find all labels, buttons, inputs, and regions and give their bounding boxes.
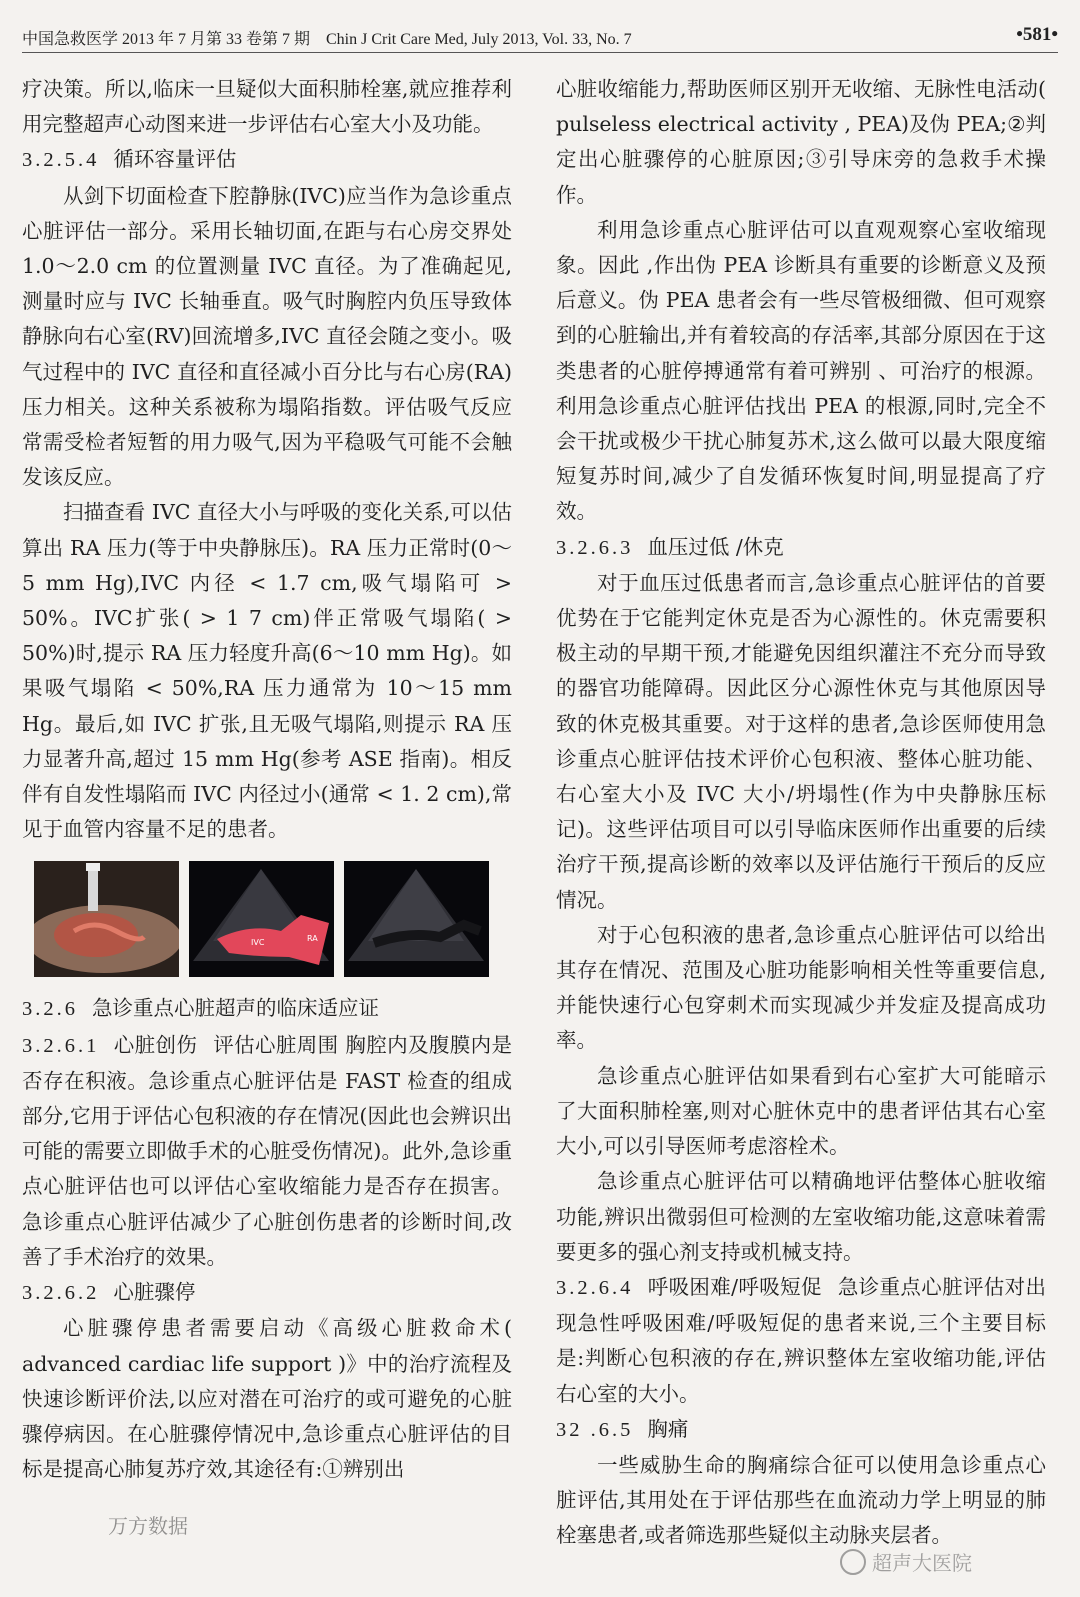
paragraph-body: 评估心脏周围 胸腔内及腹膜内是否存在积液。急诊重点心脏评估是 FAST 检查的组成部分,它用于评估心包积液的存在情况(因此也会辨识出可能的需要立即做手术的心脏受伤情况)。此外,急诊重点心脏评估也可以评估心室收缩能力是否存在损害。急诊重点心脏评估减少了心脏创伤患者的诊断时间,改善了手术治疗的效果。 — [22, 1032, 513, 1269]
figure-label-ra: RA — [307, 934, 318, 944]
section-number: 3.2.6.2 — [22, 1282, 100, 1305]
section-heading-3262 — [22, 1275, 512, 1311]
paragraph: 对于血压过低患者而言,急诊重点心脏评估的首要优势在于它能判定休克是否为心源性的。休克需要积极主动的早期干预,才能避免因组织灌注不充分而导致的器官功能障碍。因此区分心源性休克与其他原因导致的休克极其重要。对于这样的患者,急诊医师使用急诊重点心脏评估技术评价心包积液、整体心脏功能、右心室大小及 IVC 大小/坍塌性(作为中央静脉压标记)。这些评估项目可以引导临床医师作出重要的后续治疗干预,提高诊断的效率以及评估施行干预后的反应情况。 — [556, 570, 1046, 912]
wechat-icon — [840, 1549, 866, 1575]
section-heading-3263 — [556, 530, 1046, 566]
figure-label-ivc: IVC — [251, 938, 265, 948]
section-number: 3.2.6 — [22, 998, 78, 1021]
paragraph: 疗决策。所以,临床一旦疑似大面积肺栓塞,就应推荐利用完整超声心动图来进一步评估右心室大小及功能。 — [22, 77, 512, 137]
paragraph: 心脏骤停患者需要启动《高级心脏救命术( advanced cardiac life support )》中的治疗流程及快速诊断评价法,以应对潜在可治疗的或可避免的心脏骤停病因。在心脏骤停情况中,急诊重点心脏评估的目标是提高心肺复苏疗效,其途径有:①辨别出 — [22, 1316, 512, 1482]
figure-probe-photo — [34, 861, 179, 977]
figure-ultrasound-labeled — [189, 861, 334, 977]
watermark-wechat — [840, 1547, 972, 1576]
section-number: 3.2.5.4 — [22, 149, 100, 172]
section-number: 32 .6.5 — [556, 1418, 634, 1441]
paragraph: 急诊重点心脏评估可以精确地评估整体心脏收缩功能,辨识出微弱但可检测的左室收缩功能,这意味着需要更多的强心剂支持或机械支持。 — [556, 1169, 1046, 1264]
section-title: 循环容量评估 — [113, 147, 237, 172]
paragraph: 利用急诊重点心脏评估可以直观观察心室收缩现象。因此 ,作出伪 PEA 诊断具有重要的诊断意义及预后意义。伪 PEA 患者会有一些尽管极细微、但可观察到的心脏输出,并有着较高的存活率,其部分原因在于这类患者的心脏停搏通常有着可辨别 、可治疗的根源。利用急诊重点心脏评估找出 PEA 的根源,同时,完全不会干扰或极少干扰心肺复苏术,这么做可以最大限度缩短复苏时间,减少了自发循环恢复时间,明显提高了疗效。 — [556, 217, 1046, 524]
right-column — [556, 72, 1046, 1554]
paragraph: 从剑下切面检查下腔静脉(IVC)应当作为急诊重点心脏评估一部分。采用长轴切面,在距与右心房交界处 1.0～2.0 cm 的位置测量 IVC 直径。为了准确起见,测量时应与 IVC 长轴垂直。吸气时胸腔内负压导致体静脉向右心室(RV)回流增多,IVC 直径会随之变小。吸气过程中的 IVC 直径和直径减小百分比与右心房(RA)压力相关。这种关系被称为塌陷指数。评估吸气反应常需受检者短暂的用力吸气,因为平稳吸气可能不会触发该反应。 — [22, 183, 512, 490]
header-rule — [22, 52, 1058, 53]
section-heading-326 — [22, 991, 512, 1027]
section-title: 血压过低 /休克 — [647, 534, 784, 559]
paragraph — [22, 1028, 512, 1275]
paragraph: 一些威胁生命的胸痛综合征可以使用急诊重点心脏评估,其用处在于评估那些在血流动力学上明显的肺栓塞患者,或者筛选那些疑似主动脉夹层者。 — [556, 1452, 1046, 1548]
watermark-text: 超声大医院 — [872, 1551, 972, 1575]
section-title: 胸痛 — [647, 1416, 689, 1441]
section-heading-3254 — [22, 142, 512, 178]
paragraph — [556, 1270, 1046, 1412]
watermark-wanfang: 万方数据 — [108, 1514, 188, 1538]
paragraph: 心脏收缩能力,帮助医师区别开无收缩、无脉性电活动( pulseless electrical activity , PEA)及伪 PEA;②判定出心脏骤停的心脏原因;③引导床旁的急救手术操作。 — [556, 77, 1046, 207]
figure-ultrasound-panels — [34, 861, 512, 977]
paragraph-body: 急诊重点心脏评估对出现急性呼吸困难/呼吸短促的患者来说,三个主要目标是:判断心包积液的存在,辨识整体左室收缩功能,评估右心室的大小。 — [556, 1274, 1047, 1406]
section-title: 心脏骤停 — [113, 1280, 196, 1305]
section-title: 心脏创伤 — [113, 1032, 198, 1057]
figure-ultrasound-raw — [344, 861, 489, 977]
journal-info: 中国急救医学 2013 年 7 月第 33 卷第 7 期 Chin J Crit Care Med, July 2013, Vol. 33, No. 7 — [22, 31, 632, 48]
section-title: 急诊重点心脏超声的临床适应证 — [92, 996, 379, 1021]
section-number: 3.2.6.3 — [556, 536, 634, 559]
paragraph: 扫描查看 IVC 直径大小与呼吸的变化关系,可以估算出 RA 压力(等于中央静脉压)。RA 压力正常时(0～5 mm Hg),IVC 内径 < 1.7 cm,吸气塌陷可 > 50%。IVC扩张( > 1 7 cm)伴正常吸气塌陷( > 50%)时,提示 RA 压力轻度升高(6～10 mm Hg)。如果吸气塌陷 < 50%,RA 压力通常为 10～15 mm Hg。最后,如 IVC 扩张,且无吸气塌陷,则提示 RA 压力显著升高,超过 15 mm Hg(参考 ASE 指南)。相反 伴有自发性塌陷而 IVC 内径过小(通常 < 1. 2 cm),常见于血管内容量不足的患者。 — [22, 500, 512, 842]
page-number: •581• — [1016, 24, 1058, 45]
paragraph: 急诊重点心脏评估如果看到右心室扩大可能暗示了大面积肺栓塞,则对心脏休克中的患者评估其右心室大小,可以引导医师考虑溶栓术。 — [556, 1063, 1046, 1159]
section-number: 3.2.6.4 — [556, 1276, 634, 1299]
left-column — [22, 72, 512, 1487]
section-heading-3265 — [556, 1412, 1046, 1448]
paragraph: 对于心包积液的患者,急诊重点心脏评估可以给出其存在情况、范围及心脏功能影响相关性等重要信息,并能快速行心包穿刺术而实现减少并发症及提高成功率。 — [556, 922, 1046, 1053]
running-header — [22, 22, 1058, 52]
section-title: 呼吸困难/呼吸短促 — [647, 1274, 822, 1299]
section-number: 3.2.6.1 — [22, 1034, 100, 1057]
